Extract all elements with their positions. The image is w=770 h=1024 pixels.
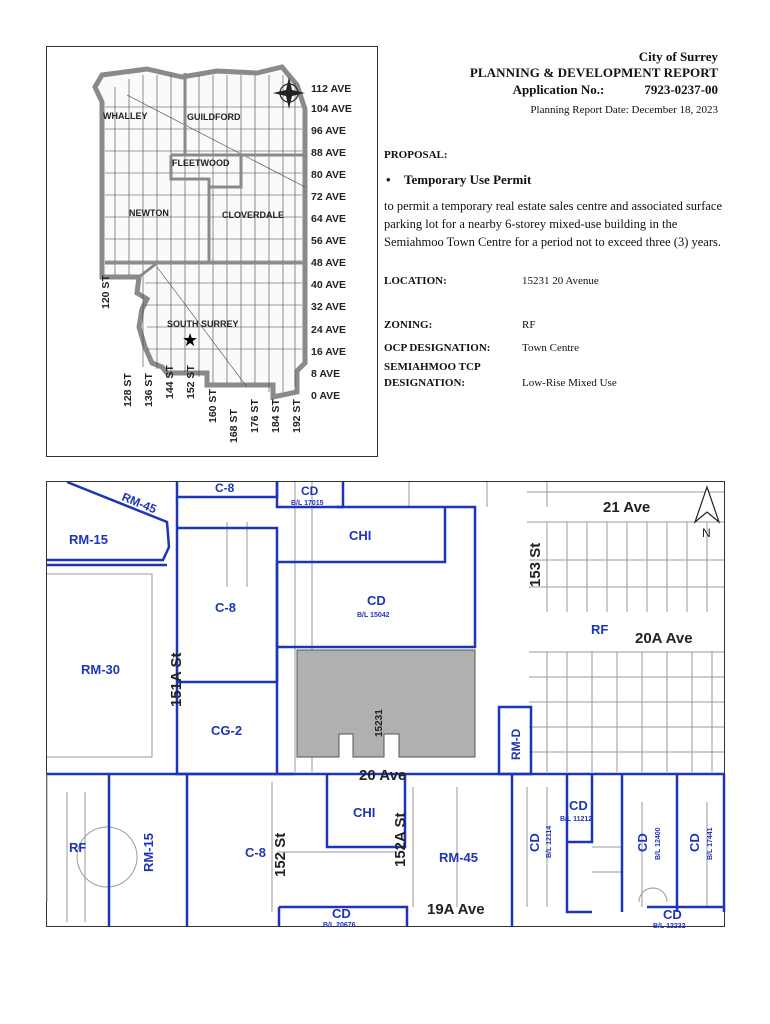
area-whalley: WHALLEY <box>103 111 148 121</box>
st-176: 176 ST <box>249 399 261 433</box>
zoning-label: ZONING: <box>384 319 433 331</box>
key-map-frame <box>46 46 378 457</box>
road-20a-ave: 20A Ave <box>635 630 693 647</box>
ave-16: 16 AVE <box>311 346 347 358</box>
application-label: Application No.: <box>512 82 605 97</box>
zone-cd-11212-bylaw: B/L 11212 <box>560 816 593 823</box>
ave-24: 24 AVE <box>311 324 347 336</box>
road-152a-st: 152A St <box>392 812 409 867</box>
zone-cg2: CG-2 <box>211 723 243 738</box>
area-guildford: GUILDFORD <box>187 112 241 122</box>
road-19a-ave: 19A Ave <box>427 901 485 918</box>
st-192: 192 ST <box>291 399 303 433</box>
key-map <box>47 47 377 456</box>
proposal-bullet-text: Temporary Use Permit <box>404 172 532 187</box>
area-newton: NEWTON <box>129 208 169 218</box>
zone-chi-top: CHI <box>349 528 372 543</box>
ave-8: 8 AVE <box>311 368 341 380</box>
proposal-heading: PROPOSAL: <box>384 149 448 161</box>
road-153-st: 153 St <box>527 542 544 587</box>
site-address-label: 15231 <box>374 709 385 737</box>
city-name: City of Surrey <box>638 49 718 64</box>
zone-cd-20676: CD <box>332 906 351 921</box>
zone-rmd: RM-D <box>509 728 523 760</box>
ave-32: 32 AVE <box>311 301 347 313</box>
ave-88: 88 AVE <box>311 147 347 159</box>
st-136: 136 ST <box>143 373 155 407</box>
zone-cd-12232: CD <box>663 907 682 922</box>
ave-72: 72 AVE <box>311 191 347 203</box>
zone-rf-left: RF <box>69 840 87 855</box>
zoning-map <box>47 481 724 930</box>
zone-rm45-top: RM-45 <box>119 489 159 517</box>
application-number: 7923-0237-00 <box>644 82 718 97</box>
road-21-ave: 21 Ave <box>603 499 651 516</box>
zone-rf-right: RF <box>591 622 609 637</box>
proposal-description: to permit a temporary real estate sales centre and associated surface parking lot for a nearby 6-storey mixed-use building in the Semiahmoo Town Centre for a period not to exceed three (3) years. <box>384 199 723 249</box>
north-arrow-icon <box>695 487 719 540</box>
zoning-value: RF <box>522 319 536 331</box>
st-160: 160 ST <box>207 389 219 423</box>
st-168: 168 ST <box>228 409 240 443</box>
zone-cd-12400: CD <box>635 833 650 852</box>
zone-c8-top: C-8 <box>215 481 235 495</box>
zone-c8-bottom: C-8 <box>245 845 266 860</box>
ave-48: 48 AVE <box>311 257 347 269</box>
tcp-value: Low-Rise Mixed Use <box>522 377 617 389</box>
zone-cd-12114-bylaw: B/L 12114 <box>546 825 553 858</box>
north-label: N <box>702 526 711 540</box>
zone-rm15-bottom: RM-15 <box>141 832 156 872</box>
zone-chi-bottom: CHI <box>353 805 376 820</box>
road-20-ave: 20 Ave <box>359 767 407 784</box>
application-number-line <box>513 82 718 98</box>
ave-104: 104 AVE <box>311 103 352 115</box>
ave-40: 40 AVE <box>311 279 347 291</box>
subject-site <box>297 650 475 757</box>
zone-cd-top-bylaw: B/L 17015 <box>291 500 324 507</box>
st-152: 152 ST <box>185 365 197 399</box>
ave-0: 0 AVE <box>311 390 341 402</box>
road-151a-st: 151A St <box>168 652 185 707</box>
proposal-bullet: • Temporary Use Permit <box>386 172 532 187</box>
ave-112: 112 AVE <box>311 83 352 95</box>
zone-rm15-top: RM-15 <box>69 532 109 547</box>
zone-c8-mid: C-8 <box>215 600 236 615</box>
st-128: 128 ST <box>122 373 134 407</box>
zone-rm30: RM-30 <box>81 662 121 677</box>
ave-80: 80 AVE <box>311 169 347 181</box>
ocp-value: Town Centre <box>522 342 579 354</box>
zone-cd-12114: CD <box>527 833 542 852</box>
area-fleetwood: FLEETWOOD <box>172 158 230 168</box>
zone-cd-center: CD <box>367 593 386 608</box>
zone-cd-12400-bylaw: B/L 12400 <box>655 827 662 860</box>
tcp-label-line2: DESIGNATION: <box>384 377 466 389</box>
report-title: PLANNING & DEVELOPMENT REPORT <box>469 65 718 80</box>
zone-cd-17441: CD <box>687 833 702 852</box>
zone-cd-center-bylaw: B/L 15042 <box>357 612 390 619</box>
ave-96: 96 AVE <box>311 125 347 137</box>
st-144: 144 ST <box>164 365 176 399</box>
key-map-avenue-labels <box>311 83 352 402</box>
zone-cd-20676-bylaw: B/L 20676 <box>323 922 356 929</box>
zone-cd-11212: CD <box>569 798 588 813</box>
report-date: Planning Report Date: December 18, 2023 <box>530 104 718 116</box>
ave-64: 64 AVE <box>311 213 347 225</box>
site-star-icon: ★ <box>182 330 199 350</box>
zone-rm45-bottom: RM-45 <box>439 850 479 865</box>
location-value: 15231 20 Avenue <box>522 275 599 287</box>
area-cloverdale: CLOVERDALE <box>222 210 285 220</box>
ocp-label: OCP DESIGNATION: <box>384 342 491 354</box>
st-184: 184 ST <box>270 399 282 433</box>
ave-56: 56 AVE <box>311 235 347 247</box>
tcp-label-line1: SEMIAHMOO TCP <box>384 361 481 373</box>
location-label: LOCATION: <box>384 275 447 287</box>
area-south-surrey: SOUTH SURREY <box>167 319 239 329</box>
zone-cd-12232-bylaw: B/L 12232 <box>653 923 686 930</box>
zone-cd-top: CD <box>301 484 319 498</box>
zone-cd-17441-bylaw: B/L 17441 <box>707 827 714 860</box>
zoning-map-frame <box>46 481 725 930</box>
road-152-st: 152 St <box>272 832 289 877</box>
st-120: 120 ST <box>100 275 112 309</box>
